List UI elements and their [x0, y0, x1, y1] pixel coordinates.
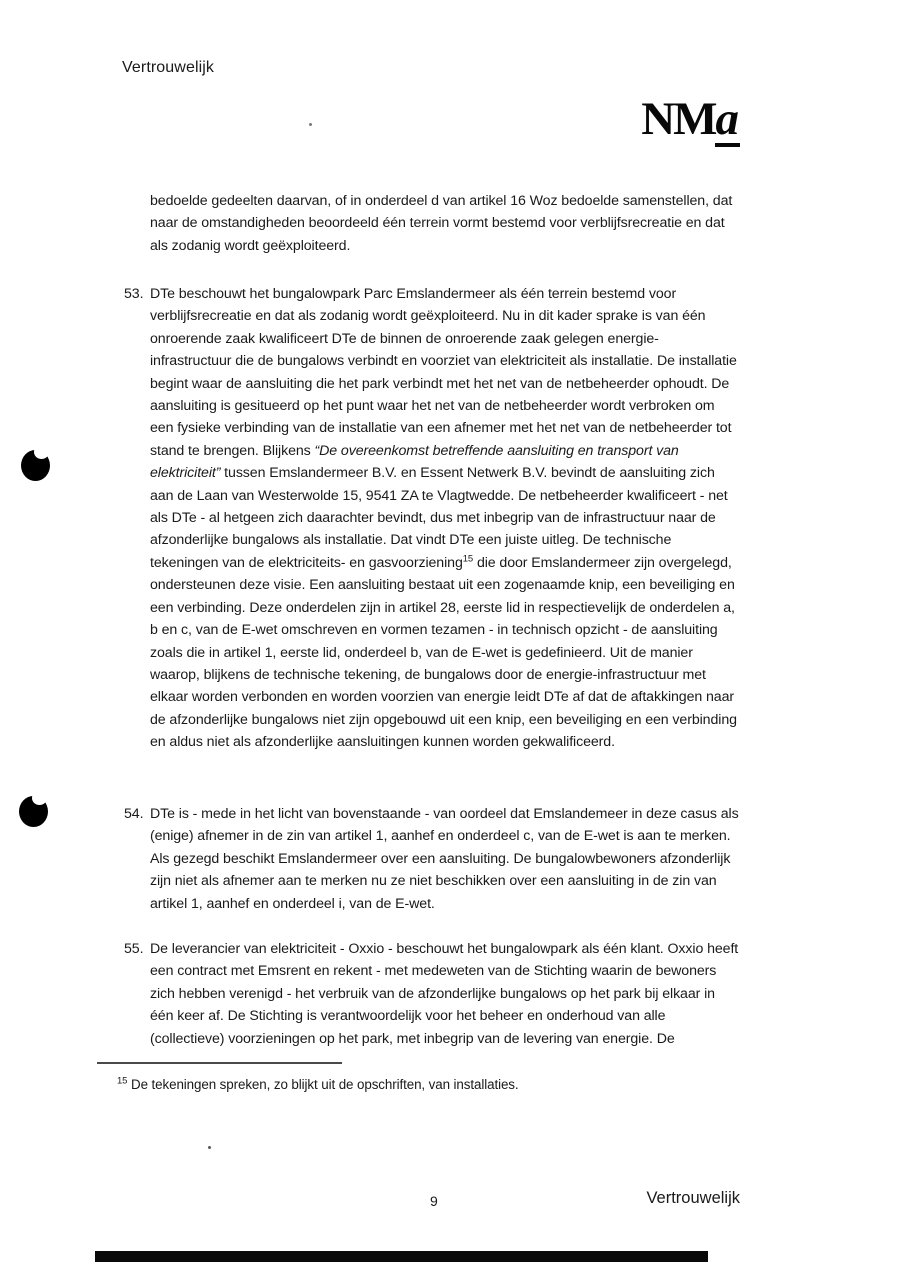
text-segment: DTe beschouwt het bungalowpark Parc Emslandermeer als één terrein bestemd voor verblijfsrecreatie en dat als zodanig wordt geëxploiteerd. Nu in dit kader sprake is van één onroerende zaak kwalificeert DTe de binnen de onroerende zaak gelegen energie-infrastructuur die de bungalows verbindt en voorziet van elektriciteit als installatie. De installatie begint waar de aansluiting die het park verbindt met het net van de netbeheerder ophoudt. De aansluiting is gesitueerd op het punt waar het net van de netbeheerder wordt verbroken om een fysieke verbinding van de installatie van een afnemer met het net van de netbeheerder tot stand te brengen. Blijkens	[150, 286, 737, 459]
text-segment: tussen Emslandermeer B.V. en Essent Netwerk B.V. bevindt de aansluiting zich aan de Laan van Westerwolde 15, 9541 ZA te Vlagtwedde. De netbeheerder kwalificeert - net als DTe - al hetgeen zich daarachter bevindt, dus met inbegrip van de infrastructuur naar de afzonderlijke bungalows als installatie. Dat vindt DTe een juiste uitleg. De technische tekeningen van de elektriciteits- en gasvoorziening	[150, 465, 728, 571]
footnote-rule	[97, 1062, 342, 1064]
paragraph-text	[150, 803, 740, 915]
text-segment: 15	[462, 553, 474, 565]
ink-blot-artifact	[21, 450, 50, 481]
ink-blot-artifact	[19, 796, 48, 827]
footnote	[117, 1077, 519, 1092]
scan-speck	[309, 123, 312, 126]
paragraph-text	[150, 938, 740, 1050]
nma-logo-nm: NM	[641, 93, 716, 145]
paragraph-number: 53.	[124, 286, 144, 302]
scan-speck	[208, 1146, 211, 1149]
paragraph-number: 55.	[124, 941, 144, 957]
paragraph-intro	[124, 190, 740, 257]
nma-logo-a: a	[715, 93, 739, 145]
paragraph-text	[150, 190, 740, 257]
footer-classification: Vertrouwelijk	[646, 1189, 740, 1207]
footnote-marker: 15	[117, 1075, 128, 1087]
header-classification: Vertrouwelijk	[122, 59, 215, 76]
paragraph-54	[124, 803, 740, 915]
page-number: 9	[430, 1193, 438, 1209]
paragraph-text	[150, 283, 740, 754]
paragraph-number: 54.	[124, 806, 144, 822]
text-segment: De leverancier van elektriciteit - Oxxio - beschouwt het bungalowpark als één klant. Oxxio heeft een contract met Emsrent en rekent - met medeweten van de Stichting waarin de bewoners zich hebben verenigd - het verbruik van de afzonderlijke bungalows op het park bij elkaar in één keer af. De Stichting is verantwoordelijk voor het beheer en onderhoud van alle (collectieve) voorzieningen op het park, met inbegrip van de levering van energie. De	[150, 941, 739, 1047]
text-segment: DTe is - mede in het licht van bovenstaande - van oordeel dat Emslandemeer in deze casus als (enige) afnemer in de zin van artikel 1, aanhef en onderdeel c, van de E-wet is aan te merken. Als gezegd beschikt Emslandermeer over een aansluiting. De bungalowbewoners afzonderlijk zijn niet als afnemer aan te merken nu ze niet beschikken over een aansluiting in de zin van artikel 1, aanhef en onderdeel i, van de E-wet.	[150, 806, 739, 912]
text-segment: bedoelde gedeelten daarvan, of in onderdeel d van artikel 16 Woz bedoelde samenstellen, dat naar de omstandigheden beoordeeld één terrein vormt bestemd voor verblijfsrecreatie en dat als zodanig wordt geëxploiteerd.	[150, 193, 733, 254]
footnote-text: De tekeningen spreken, zo blijkt uit de opschriften, van installaties.	[131, 1077, 519, 1092]
paragraph-55	[124, 938, 740, 1050]
paragraph-53	[124, 283, 740, 754]
text-segment: die door Emslandermeer zijn overgelegd, ondersteunen deze visie. Een aansluiting bestaat uit een zogenaamde knip, een beveiliging en een verbinding. Deze onderdelen zijn in artikel 28, eerste lid in respectievelijk de onderdelen a, b en c, van de E-wet omschreven en vormen tezamen - in technisch opzicht - de aansluiting zoals die in artikel 1, eerste lid, onderdeel b, van de E-wet is gedefinieerd. Uit de manier waarop, blijkens de technische tekening, de bungalows door de energie-infrastructuur met elkaar worden verbonden en worden voorzien van energie leidt DTe af dat de aftakkingen naar de afzonderlijke bungalows niet zijn opgebouwd uit een knip, een beveiliging en een verbinding en aldus niet als afzonderlijke aansluitingen kunnen worden gekwalificeerd.	[150, 554, 737, 751]
text-segment: “De overeenkomst betreffende aansluiting en transport van elektriciteit”	[150, 442, 679, 482]
scan-edge-bar	[95, 1251, 708, 1262]
nma-logo	[641, 93, 740, 147]
